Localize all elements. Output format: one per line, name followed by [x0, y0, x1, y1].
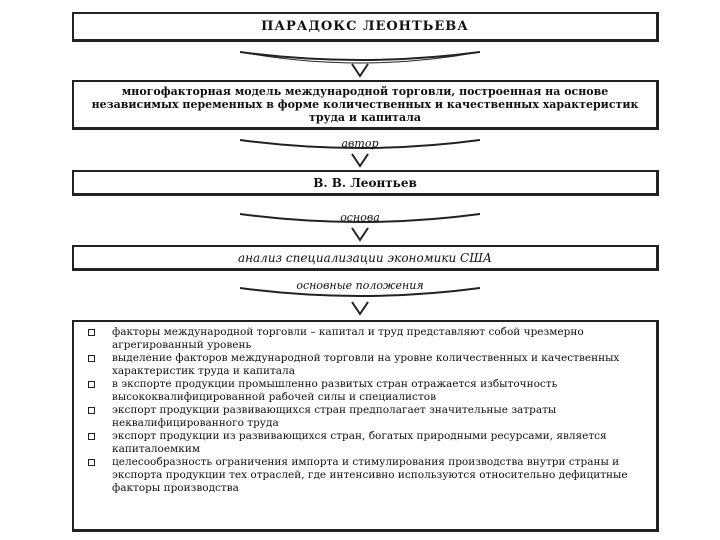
author-box [72, 170, 659, 196]
list-item [88, 378, 646, 404]
checkbox-bullet-icon [88, 355, 95, 362]
author-name: В. В. Леонтьев [313, 176, 417, 190]
analysis-box [72, 245, 659, 271]
title-box [72, 12, 659, 42]
list-item [88, 456, 646, 495]
checkbox-bullet-icon [88, 459, 95, 466]
list-item-text: в экспорте продукции промышленно развитых стран отражается избыточность высококвалифицированной рабочей силы и специалистов [112, 378, 558, 403]
checkbox-bullet-icon [88, 433, 95, 440]
points-box [72, 320, 659, 532]
list-item-text: выделение факторов международной торговли на уровне количественных и качественных характеристик труда и капитала [112, 352, 620, 377]
label-author: автор [341, 137, 379, 150]
analysis-text: анализ специализации экономики США [237, 251, 493, 265]
list-item-text: целесообразность ограничения импорта и стимулирования производства внутри страны и экспорта продукции тех отраслей, где интенсивно используются относительно дефицитные факторы производства [112, 456, 628, 494]
points-list [88, 326, 646, 495]
arrow-down-1 [240, 44, 480, 78]
model-description: многофакторная модель международной торговли, построенная на основе независимых переменных в форме количественных и качественных характеристик труда и капитала [91, 85, 639, 124]
list-item-text: факторы международной торговли – капитал и труд представляют собой чрезмерно агрегированный уровень [112, 326, 584, 351]
label-main-points: основные положения [296, 279, 424, 292]
label-basis: основа [340, 211, 380, 224]
diagram-title: ПАРАДОКС ЛЕОНТЬЕВА [261, 19, 469, 34]
list-item [88, 430, 646, 456]
list-item [88, 326, 646, 352]
list-item-text: экспорт продукции из развивающихся стран, богатых природными ресурсами, является капиталоемким [112, 430, 607, 455]
list-item [88, 404, 646, 430]
checkbox-bullet-icon [88, 381, 95, 388]
list-item [88, 352, 646, 378]
checkbox-bullet-icon [88, 407, 95, 414]
model-box [72, 80, 659, 130]
checkbox-bullet-icon [88, 329, 95, 336]
list-item-text: экспорт продукции развивающихся стран предполагает значительные затраты неквалифицированного труда [112, 404, 557, 429]
